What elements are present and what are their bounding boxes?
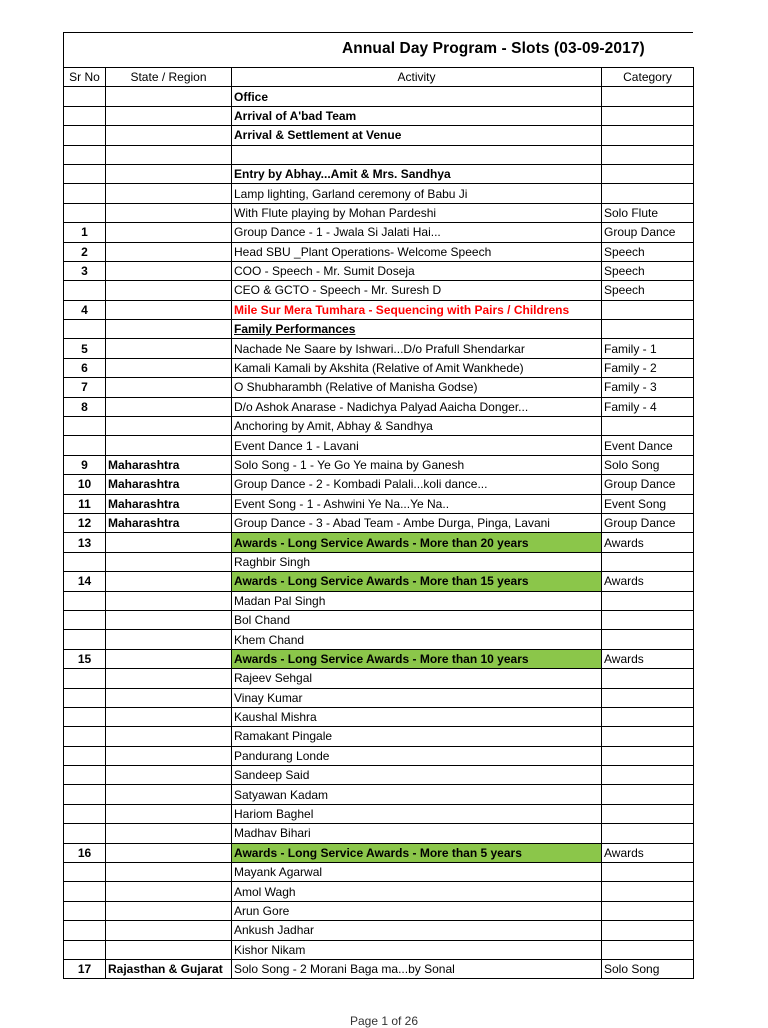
activity-cell: Arrival & Settlement at Venue [232, 126, 602, 145]
sr-cell: 9 [64, 455, 106, 474]
table-row [64, 242, 694, 261]
header-category: Category [602, 68, 694, 87]
region-cell [106, 843, 232, 862]
category-cell [602, 863, 694, 882]
sr-cell [64, 746, 106, 765]
table-row [64, 901, 694, 920]
category-cell [602, 707, 694, 726]
activity-cell: Raghbir Singh [232, 552, 602, 571]
category-cell [602, 882, 694, 901]
activity-cell: Event Dance 1 - Lavani [232, 436, 602, 455]
category-cell: Awards [602, 572, 694, 591]
category-cell: Speech [602, 261, 694, 280]
category-cell: Speech [602, 242, 694, 261]
region-cell [106, 397, 232, 416]
category-cell: Group Dance [602, 475, 694, 494]
activity-cell: Madhav Bihari [232, 824, 602, 843]
activity-cell: COO - Speech - Mr. Sumit Doseja [232, 261, 602, 280]
sr-cell [64, 630, 106, 649]
table-row [64, 785, 694, 804]
sr-cell [64, 184, 106, 203]
region-cell [106, 882, 232, 901]
table-row [64, 397, 694, 416]
activity-cell: Amol Wagh [232, 882, 602, 901]
category-cell [602, 766, 694, 785]
category-cell [602, 591, 694, 610]
activity-cell: Solo Song - 2 Morani Baga ma...by Sonal [232, 959, 602, 978]
activity-cell: Awards - Long Service Awards - More than 15 years [232, 572, 602, 591]
activity-cell: Office [232, 87, 602, 106]
category-cell [602, 746, 694, 765]
category-cell [602, 669, 694, 688]
table-row [64, 843, 694, 862]
category-cell [602, 940, 694, 959]
header-state-region: State / Region [106, 68, 232, 87]
table-row [64, 882, 694, 901]
activity-cell: D/o Ashok Anarase - Nadichya Palyad Aaicha Donger... [232, 397, 602, 416]
region-cell [106, 164, 232, 183]
sr-cell: 2 [64, 242, 106, 261]
sr-cell [64, 591, 106, 610]
activity-cell: CEO & GCTO - Speech - Mr. Suresh D [232, 281, 602, 300]
category-cell: Solo Song [602, 455, 694, 474]
category-cell: Awards [602, 843, 694, 862]
sr-cell: 1 [64, 223, 106, 242]
sr-cell [64, 203, 106, 222]
activity-cell: Awards - Long Service Awards - More than 10 years [232, 649, 602, 668]
category-cell [602, 87, 694, 106]
category-cell: Family - 1 [602, 339, 694, 358]
table-row [64, 533, 694, 552]
sr-cell [64, 688, 106, 707]
table-row [64, 378, 694, 397]
category-cell [602, 824, 694, 843]
activity-cell: Ramakant Pingale [232, 727, 602, 746]
sr-cell: 5 [64, 339, 106, 358]
activity-cell: Vinay Kumar [232, 688, 602, 707]
table-row [64, 106, 694, 125]
category-cell: Event Song [602, 494, 694, 513]
region-cell [106, 746, 232, 765]
category-cell [602, 610, 694, 629]
sheet-title: Annual Day Program - Slots (03-09-2017) [342, 40, 645, 57]
region-cell [106, 921, 232, 940]
activity-cell: Nachade Ne Saare by Ishwari...D/o Prafull Shendarkar [232, 339, 602, 358]
region-cell [106, 320, 232, 339]
sr-cell [64, 281, 106, 300]
table-row [64, 417, 694, 436]
table-row [64, 203, 694, 222]
sr-cell: 4 [64, 300, 106, 319]
sr-cell [64, 804, 106, 823]
activity-cell: Ankush Jadhar [232, 921, 602, 940]
region-cell [106, 281, 232, 300]
region-cell [106, 824, 232, 843]
table-row [64, 610, 694, 629]
sr-cell: 11 [64, 494, 106, 513]
activity-cell: Event Song - 1 - Ashwini Ye Na...Ye Na.. [232, 494, 602, 513]
category-cell: Event Dance [602, 436, 694, 455]
region-cell [106, 649, 232, 668]
sr-cell: 15 [64, 649, 106, 668]
sr-cell: 17 [64, 959, 106, 978]
page-footer: Page 1 of 26 [349, 1014, 419, 1028]
table-row [64, 707, 694, 726]
category-cell: Group Dance [602, 513, 694, 532]
category-cell: Awards [602, 649, 694, 668]
region-cell [106, 707, 232, 726]
table-row [64, 669, 694, 688]
region-cell [106, 863, 232, 882]
category-cell [602, 630, 694, 649]
activity-cell: Bol Chand [232, 610, 602, 629]
region-cell [106, 436, 232, 455]
sr-cell [64, 669, 106, 688]
activity-cell: O Shubharambh (Relative of Manisha Godse) [232, 378, 602, 397]
table-row [64, 727, 694, 746]
activity-cell: Lamp lighting, Garland ceremony of Babu Ji [232, 184, 602, 203]
category-cell [602, 164, 694, 183]
sr-cell [64, 87, 106, 106]
region-cell [106, 145, 232, 164]
region-cell [106, 591, 232, 610]
activity-cell: Arun Gore [232, 901, 602, 920]
sr-cell [64, 126, 106, 145]
activity-cell: Kishor Nikam [232, 940, 602, 959]
table-row [64, 863, 694, 882]
activity-cell: Group Dance - 1 - Jwala Si Jalati Hai... [232, 223, 602, 242]
sr-cell [64, 921, 106, 940]
category-cell [602, 145, 694, 164]
sr-cell [64, 320, 106, 339]
sr-cell [64, 145, 106, 164]
region-cell [106, 339, 232, 358]
category-cell [602, 184, 694, 203]
category-cell [602, 804, 694, 823]
activity-cell: Solo Song - 1 - Ye Go Ye maina by Ganesh [232, 455, 602, 474]
activity-cell: Satyawan Kadam [232, 785, 602, 804]
header-row [64, 68, 694, 87]
region-cell [106, 610, 232, 629]
region-cell: Maharashtra [106, 475, 232, 494]
category-cell [602, 417, 694, 436]
activity-cell: Head SBU _Plant Operations- Welcome Speech [232, 242, 602, 261]
activity-cell: Khem Chand [232, 630, 602, 649]
sr-cell [64, 610, 106, 629]
sr-cell: 6 [64, 358, 106, 377]
sr-cell: 13 [64, 533, 106, 552]
sr-cell [64, 940, 106, 959]
table-row [64, 494, 694, 513]
table-row [64, 320, 694, 339]
region-cell [106, 223, 232, 242]
sr-cell [64, 417, 106, 436]
activity-cell [232, 145, 602, 164]
table-row [64, 959, 694, 978]
category-cell [602, 106, 694, 125]
region-cell [106, 688, 232, 707]
category-cell [602, 921, 694, 940]
region-cell [106, 572, 232, 591]
table-row [64, 591, 694, 610]
category-cell: Group Dance [602, 223, 694, 242]
table-row [64, 339, 694, 358]
region-cell [106, 261, 232, 280]
category-cell: Solo Song [602, 959, 694, 978]
region-cell [106, 242, 232, 261]
table-row [64, 766, 694, 785]
sr-cell [64, 436, 106, 455]
region-cell [106, 940, 232, 959]
region-cell [106, 727, 232, 746]
table-row [64, 921, 694, 940]
table-row [64, 746, 694, 765]
table-row [64, 300, 694, 319]
table-row [64, 455, 694, 474]
activity-cell: Madan Pal Singh [232, 591, 602, 610]
sr-cell [64, 766, 106, 785]
region-cell [106, 106, 232, 125]
region-cell: Maharashtra [106, 513, 232, 532]
region-cell: Maharashtra [106, 494, 232, 513]
region-cell [106, 203, 232, 222]
title-row [63, 32, 693, 67]
activity-cell: Kaushal Mishra [232, 707, 602, 726]
table-row [64, 688, 694, 707]
table-row [64, 824, 694, 843]
region-cell [106, 766, 232, 785]
activity-cell: Rajeev Sehgal [232, 669, 602, 688]
table-row [64, 513, 694, 532]
table-row [64, 475, 694, 494]
sr-cell [64, 552, 106, 571]
region-cell [106, 804, 232, 823]
table-row [64, 804, 694, 823]
table-row [64, 552, 694, 571]
sr-cell [64, 106, 106, 125]
category-cell [602, 552, 694, 571]
region-cell [106, 378, 232, 397]
category-cell [602, 320, 694, 339]
activity-cell: Mayank Agarwal [232, 863, 602, 882]
region-cell [106, 300, 232, 319]
category-cell [602, 785, 694, 804]
sr-cell: 8 [64, 397, 106, 416]
region-cell [106, 87, 232, 106]
table-row [64, 281, 694, 300]
table-row [64, 261, 694, 280]
region-cell [106, 417, 232, 436]
category-cell [602, 126, 694, 145]
activity-cell: Hariom Baghel [232, 804, 602, 823]
sr-cell [64, 824, 106, 843]
table-row [64, 87, 694, 106]
category-cell: Solo Flute [602, 203, 694, 222]
sr-cell [64, 863, 106, 882]
category-cell [602, 727, 694, 746]
table-row [64, 940, 694, 959]
sr-cell [64, 901, 106, 920]
activity-cell: Group Dance - 3 - Abad Team - Ambe Durga, Pinga, Lavani [232, 513, 602, 532]
activity-cell: Anchoring by Amit, Abhay & Sandhya [232, 417, 602, 436]
activity-cell: Awards - Long Service Awards - More than 20 years [232, 533, 602, 552]
region-cell: Maharashtra [106, 455, 232, 474]
category-cell: Family - 2 [602, 358, 694, 377]
activity-cell: With Flute playing by Mohan Pardeshi [232, 203, 602, 222]
table-row [64, 223, 694, 242]
activity-cell: Family Performances [232, 320, 602, 339]
category-cell: Family - 3 [602, 378, 694, 397]
sr-cell: 16 [64, 843, 106, 862]
activity-cell: Kamali Kamali by Akshita (Relative of Amit Wankhede) [232, 358, 602, 377]
activity-cell: Entry by Abhay...Amit & Mrs. Sandhya [232, 164, 602, 183]
header-activity: Activity [232, 68, 602, 87]
sr-cell: 14 [64, 572, 106, 591]
table-row [64, 145, 694, 164]
activity-cell: Awards - Long Service Awards - More than 5 years [232, 843, 602, 862]
region-cell [106, 901, 232, 920]
region-cell [106, 669, 232, 688]
sr-cell [64, 785, 106, 804]
table-row [64, 649, 694, 668]
table-row [64, 436, 694, 455]
category-cell: Speech [602, 281, 694, 300]
table-row [64, 358, 694, 377]
region-cell [106, 184, 232, 203]
region-cell [106, 126, 232, 145]
sr-cell [64, 164, 106, 183]
schedule-sheet [63, 32, 693, 979]
program-table [63, 67, 694, 979]
sr-cell: 3 [64, 261, 106, 280]
sr-cell [64, 882, 106, 901]
sr-cell [64, 727, 106, 746]
activity-cell: Mile Sur Mera Tumhara - Sequencing with Pairs / Childrens [232, 300, 602, 319]
region-cell: Rajasthan & Gujarat [106, 959, 232, 978]
category-cell [602, 688, 694, 707]
table-row [64, 184, 694, 203]
table-row [64, 126, 694, 145]
activity-cell: Pandurang Londe [232, 746, 602, 765]
activity-cell: Arrival of A'bad Team [232, 106, 602, 125]
table-row [64, 164, 694, 183]
activity-cell: Sandeep Said [232, 766, 602, 785]
region-cell [106, 358, 232, 377]
region-cell [106, 630, 232, 649]
region-cell [106, 533, 232, 552]
sr-cell [64, 707, 106, 726]
sr-cell: 12 [64, 513, 106, 532]
header-sr-no: Sr No [64, 68, 106, 87]
sr-cell: 10 [64, 475, 106, 494]
category-cell: Awards [602, 533, 694, 552]
table-row [64, 572, 694, 591]
table-row [64, 630, 694, 649]
region-cell [106, 552, 232, 571]
sr-cell: 7 [64, 378, 106, 397]
category-cell [602, 300, 694, 319]
category-cell [602, 901, 694, 920]
activity-cell: Group Dance - 2 - Kombadi Palali...koli dance... [232, 475, 602, 494]
region-cell [106, 785, 232, 804]
category-cell: Family - 4 [602, 397, 694, 416]
